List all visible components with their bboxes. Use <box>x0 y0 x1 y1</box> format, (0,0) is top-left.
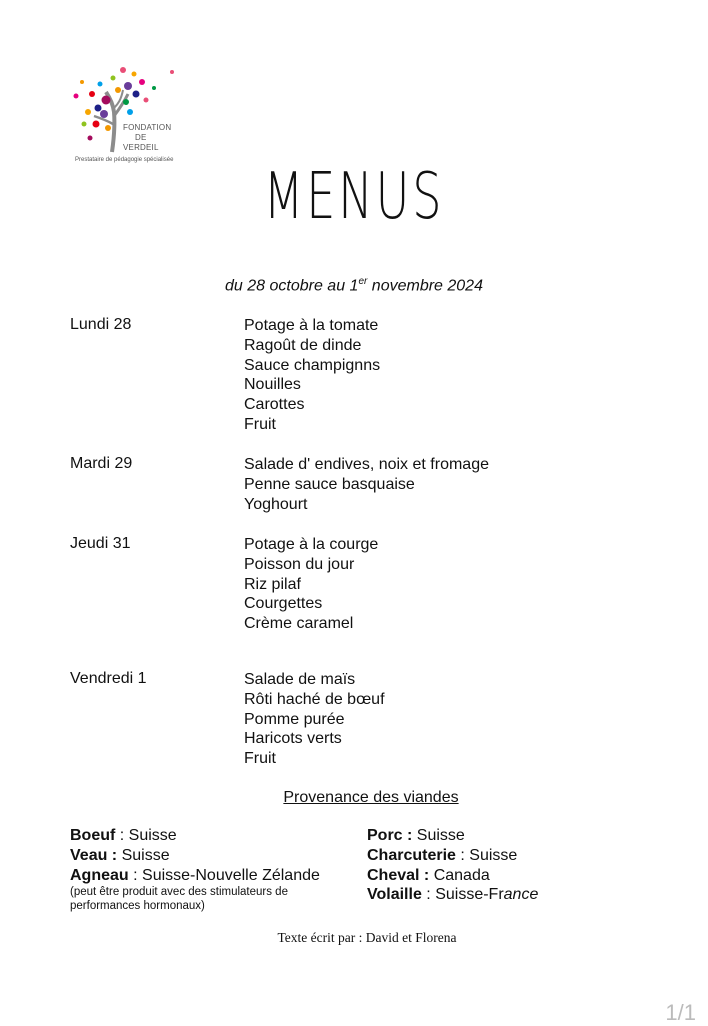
menu-item: Carottes <box>244 396 305 414</box>
menu-item: Potage à la tomate <box>244 317 379 334</box>
menu-item: Sauce champignns <box>244 356 381 374</box>
day-label: Jeudi 31 <box>70 535 131 552</box>
provenance-note: (peut être produit avec des stimulateurs de performances hormonaux) <box>70 886 288 913</box>
footer-author: Texte écrit par : David et Florena <box>277 930 457 945</box>
menu-item: Courgettes <box>244 595 323 613</box>
day-label: Vendredi 1 <box>70 670 147 687</box>
page-title: MENUS <box>263 160 445 234</box>
provenance-entry: Volaille : Suisse-France <box>367 886 539 904</box>
menu-item: Salade de maïs <box>244 671 356 688</box>
provenance-entry: Porc : Suisse <box>367 827 465 844</box>
day-label: Mardi 29 <box>70 455 133 472</box>
provenance-entry: Veau : Suisse <box>70 846 170 864</box>
day-menu-items <box>244 535 378 634</box>
menu-item: Yoghourt <box>244 495 308 513</box>
menu-item: Salade d' endives, noix et fromage <box>244 456 489 473</box>
provenance-title: Provenance des viandes <box>283 789 459 806</box>
menu-item: Pomme purée <box>244 710 345 728</box>
logo-text: FONDATION DE VERDEIL <box>123 123 172 152</box>
day-label: Lundi 28 <box>70 316 132 333</box>
day-menu-items <box>244 455 489 514</box>
menu-item: Ragoût de dinde <box>244 336 362 354</box>
day-menu-items <box>244 316 380 435</box>
menu-dates: du 28 octobre au 1er novembre 2024 <box>225 276 483 295</box>
menu-item: Rôti haché de bœuf <box>244 690 385 708</box>
provenance-entry: Agneau : Suisse-Nouvelle Zélande <box>70 866 320 884</box>
menu-item: Haricots verts <box>244 730 342 748</box>
provenance-entry: Boeuf : Suisse <box>70 827 177 844</box>
menu-item: Fruit <box>244 415 276 433</box>
menu-item: Potage à la courge <box>244 536 379 553</box>
menu-item: Nouilles <box>244 376 301 394</box>
day-menu-items <box>244 670 385 769</box>
page-number: 1/1 <box>665 1000 696 1025</box>
menu-item: Poisson du jour <box>244 555 355 573</box>
provenance-left-column <box>70 826 320 913</box>
logo-subtitle: Prestataire de pédagogie spécialisée <box>75 157 174 163</box>
menu-item: Riz pilaf <box>244 575 301 593</box>
menu-item: Penne sauce basquaise <box>244 475 415 493</box>
menu-item: Fruit <box>244 750 276 768</box>
provenance-entry: Cheval : Canada <box>367 866 490 884</box>
provenance-right-column <box>367 826 538 905</box>
provenance-entry: Charcuterie : Suisse <box>367 846 518 864</box>
menu-item: Crème caramel <box>244 615 354 633</box>
